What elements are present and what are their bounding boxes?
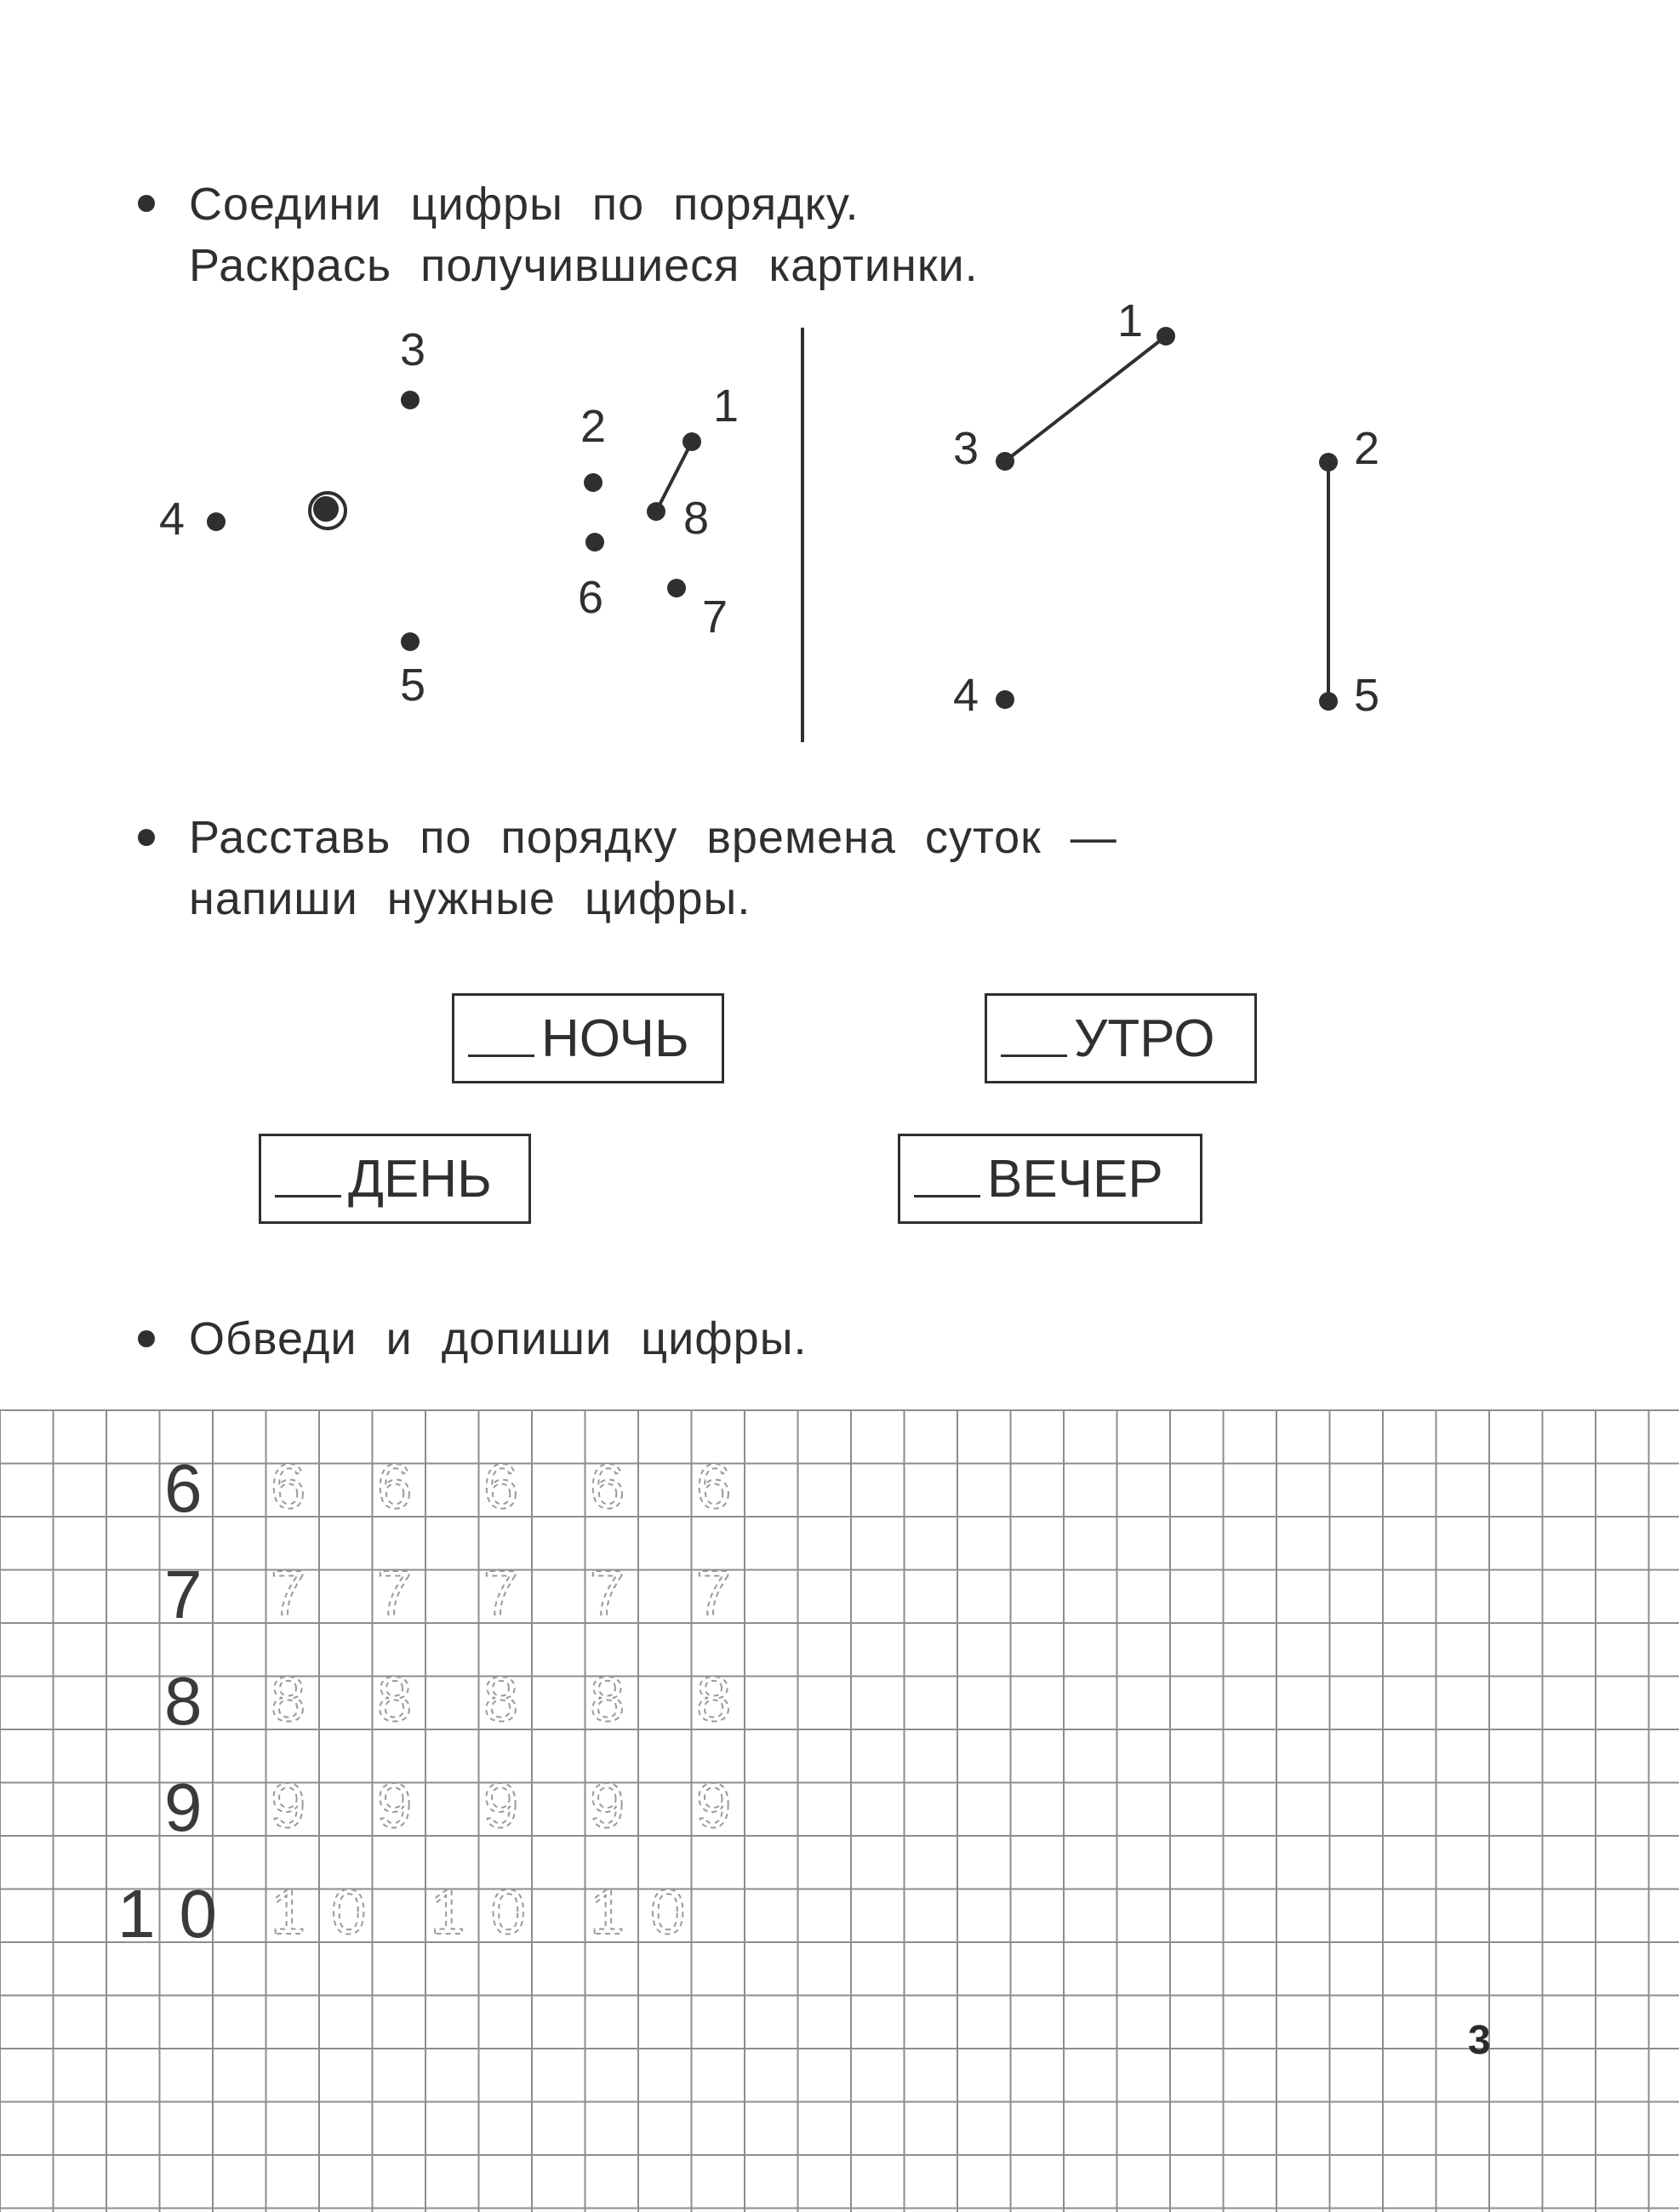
- time-label: ДЕНЬ: [348, 1149, 492, 1209]
- dot-label: 5: [400, 660, 426, 711]
- dot-label: 2: [1354, 423, 1380, 474]
- trace-digit[interactable]: 10: [590, 1877, 711, 1947]
- dot-label: 3: [953, 423, 979, 474]
- trace-digit[interactable]: 7: [271, 1558, 306, 1628]
- instruction-order-line2: напиши нужные цифры.: [189, 873, 751, 924]
- trace-digit[interactable]: 8: [590, 1664, 625, 1735]
- trace-digit[interactable]: 10: [430, 1877, 551, 1947]
- dot-label: 4: [953, 670, 979, 721]
- model-digit: 8: [164, 1663, 203, 1739]
- dot-label: 1: [713, 380, 740, 432]
- time-label: НОЧЬ: [541, 1009, 689, 1068]
- trace-digit[interactable]: 9: [377, 1770, 413, 1841]
- dot-label: 6: [578, 572, 604, 623]
- time-label: ВЕЧЕР: [987, 1149, 1163, 1209]
- trace-digit[interactable]: 6: [271, 1451, 306, 1522]
- dot-label: 4: [159, 494, 186, 545]
- time-label: УТРО: [1074, 1009, 1215, 1068]
- model-digit: 6: [164, 1450, 203, 1526]
- trace-digit[interactable]: 9: [271, 1770, 306, 1841]
- dot-label: 7: [702, 592, 728, 643]
- model-digit: 9: [164, 1769, 203, 1845]
- trace-digit[interactable]: 8: [377, 1664, 413, 1735]
- trace-digit[interactable]: 8: [271, 1664, 306, 1735]
- trace-digit[interactable]: 6: [377, 1451, 413, 1522]
- trace-digit[interactable]: 7: [377, 1558, 413, 1628]
- instruction-connect-line1: Соедини цифры по порядку.: [189, 179, 859, 230]
- dot-label: 3: [400, 324, 426, 375]
- instruction-connect-line2: Раскрась получившиеся картинки.: [189, 240, 979, 291]
- trace-digit[interactable]: 10: [271, 1877, 392, 1947]
- page-number: 3: [1468, 2018, 1491, 2063]
- trace-digit[interactable]: 6: [483, 1451, 519, 1522]
- dot-label: 8: [683, 493, 710, 544]
- grid-lines: [0, 1410, 1679, 2212]
- dot-label: 1: [1117, 295, 1144, 346]
- trace-digit[interactable]: 9: [696, 1770, 732, 1841]
- dot-label: 2: [580, 401, 607, 452]
- model-digit: 10: [117, 1876, 241, 1952]
- trace-digit[interactable]: 8: [696, 1664, 732, 1735]
- instruction-order-line1: Расставь по порядку времена суток —: [189, 812, 1117, 863]
- instruction-trace-line1: Обведи и допиши цифры.: [189, 1313, 808, 1364]
- trace-digit[interactable]: 6: [696, 1451, 732, 1522]
- trace-digit[interactable]: 7: [483, 1558, 519, 1628]
- trace-digit[interactable]: 7: [590, 1558, 625, 1628]
- dot-label: 5: [1354, 670, 1380, 721]
- trace-digit[interactable]: 7: [696, 1558, 732, 1628]
- trace-digit[interactable]: 9: [590, 1770, 625, 1841]
- model-digit: 7: [164, 1557, 203, 1632]
- trace-digit[interactable]: 8: [483, 1664, 519, 1735]
- trace-digit[interactable]: 6: [590, 1451, 625, 1522]
- trace-digit[interactable]: 9: [483, 1770, 519, 1841]
